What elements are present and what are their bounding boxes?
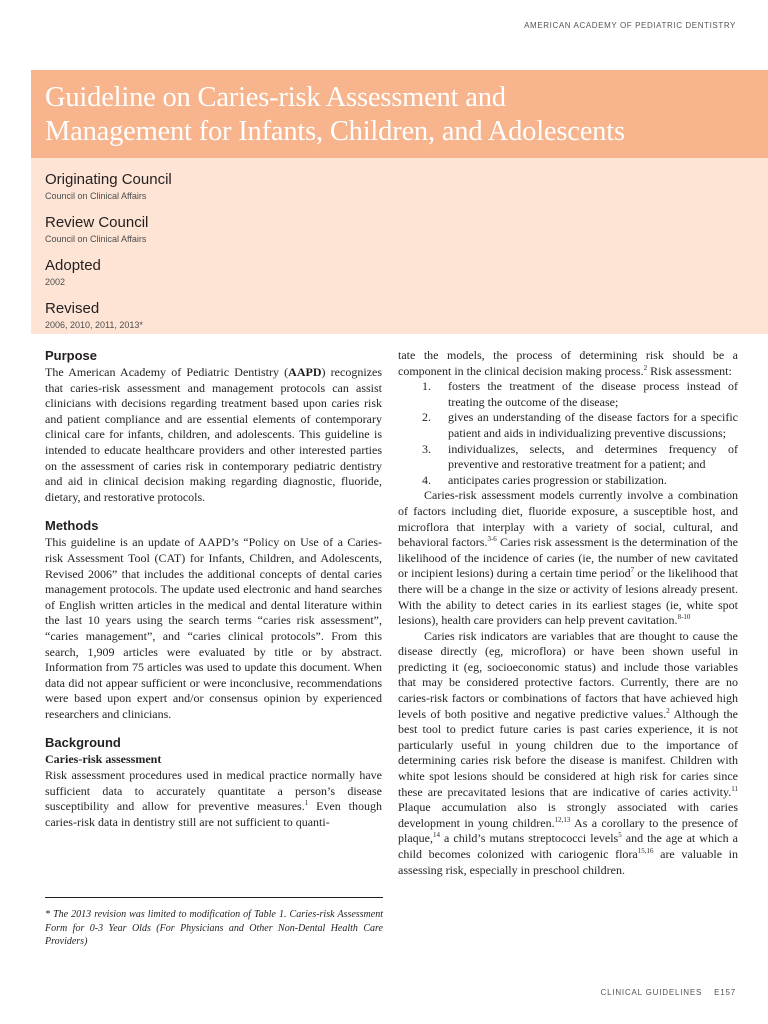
citation: 14 [433,831,440,840]
citation: 8-10 [677,613,691,622]
purpose-text-b: ) recognizes that caries-risk assessment and management protocols can assist clinicians with decisions regarding treatment based upon caries risk and patient compliance and are essential elements of contemporary clinical care for infants, children, and adolescents. This guideline is intended to educate healthcare providers and other interested parties on the assessment of caries risk in contemporary pediatric dentistry and aid in clinical decision making regarding diagnostic, fluoride, dietary, and restorative protocols. [45,365,382,504]
meta-revised [45,299,645,332]
meta-value: Council on Clinical Affairs [45,191,147,201]
risk-intro-text-a: tate the models, the process of determining risk should be a component in the clinical decision making process. [398,348,738,378]
meta-value: 2006, 2010, 2011, 2013* [45,320,143,330]
background-text-a: Risk assessment procedures used in medical practice normally have sufficient data to accurately quantitate a person’s disease susceptibility and allow for preventive measures. [45,768,382,814]
text-run: a child’s mutans streptococci levels [440,831,619,846]
section-heading-background: Background [45,735,121,751]
list-text: individualizes, selects, and determines frequency of preventive and restorative treatment for a patient; and [448,441,738,472]
page-number: E157 [714,988,736,997]
purpose-text-a: The American Academy of Pediatric Dentistry ( [45,365,289,379]
meta-adopted [45,256,645,289]
text-run: are valuable in assessing risk, especially in preschool children. [398,847,738,877]
meta-heading: Revised [45,300,100,317]
background-paragraph [45,768,382,830]
right-column [398,348,738,878]
text-run: Plaque accumulation also is strongly associated with caries development in young children. [398,800,738,830]
risk-models-paragraph [398,488,738,628]
citation: 1 [304,799,309,808]
section-heading-purpose: Purpose [45,348,98,363]
citation: 5 [618,831,622,840]
text-run: Caries-risk assessment models currently involve a combination of factors including diet, fluoride exposure, a susceptible host, and microflora that interplay with a variety of social, cultural, and behavioral factors. [398,488,738,550]
meta-value: 2002 [45,277,66,287]
citation: 7 [630,566,635,575]
text-run: and the age at which a child becomes colonized with cariogenic flora [398,831,739,861]
meta-originating-council [45,170,645,203]
subheading-caries-risk-assessment: Caries-risk assessment [45,752,162,767]
purpose-paragraph [45,365,382,505]
page-footer [589,988,737,997]
citation: 3-6 [487,535,497,544]
meta-heading: Adopted [45,257,101,274]
footnote: * The 2013 revision was limited to modification of Table 1. Caries-risk Assessment Form for 0-3 Year Olds (For Physicians and Other Non-Dental Health Care Providers) [45,909,383,947]
meta-heading: Review Council [45,214,149,231]
list-text: fosters the treatment of the disease process instead of treating the outcome of the disease; [448,379,738,409]
list-number: 1. [422,379,431,394]
list-number: 2. [422,410,431,425]
meta-value: Council on Clinical Affairs [45,234,147,244]
meta-heading: Originating Council [45,171,172,188]
page-title [45,81,765,149]
left-column [45,348,382,830]
background-text-b: Even though caries-risk data in dentistry still are not sufficient to quanti- [45,799,382,829]
list-number: 3. [422,441,431,456]
list-text: anticipates caries progression or stabilization. [448,472,667,487]
citation: 2 [666,706,670,715]
footnote-divider [45,897,383,898]
text-run: Caries risk assessment is the determination of the likelihood of the incidence of caries (ie, the number of new cavitated or incipient lesions) during a certain time period [398,535,738,581]
list-text: gives an understanding of the disease factors for a specific patient and aids in individualizing preventive discussions; [448,410,738,440]
text-run: or the likelihood that there will be a change in the size or activity of lesions already present. With the ability to detect caries in its earliest stages (ie, white spot lesions), health care providers can help prevent cavitation. [398,566,738,628]
list-number: 4. [422,472,431,487]
list-item [398,442,738,473]
methods-paragraph: This guideline is an update of AAPD’s “Policy on Use of a Caries-risk Assessment Tool (CAT) for Infants, Children, and Adolescents, Revised 2006” that includes the additional concepts of dental caries management protocols. The update used electronic and hand searches of English written articles in the medical and dental literature within the last 10 years using the search terms “caries risk assessment”, “caries management”, and “caries clinical protocols”. From this search, 1,909 articles were evaluated by title or by abstract. Information from 75 articles was used to update this document. When data did not appear sufficient or were inconclusive, recommendations were based upon expert and/or consensus opinion by experienced researchers and clinicians. [45,535,382,721]
risk-intro-paragraph [398,348,738,379]
footer-section: CLINICAL GUIDELINES [600,988,703,997]
risk-assessment-list [398,379,738,488]
section-heading-methods: Methods [45,518,99,534]
risk-intro-text-b: Risk assessment: [647,363,732,378]
citation: 11 [731,784,738,793]
text-run: As a corollary to the presence of plaque, [398,815,738,846]
citation: 2 [643,363,648,372]
list-item [398,410,738,441]
citation: 12,13 [554,815,571,824]
document-meta [45,170,645,342]
risk-indicators-paragraph [398,629,738,879]
meta-review-council [45,213,645,246]
text-run: Caries risk indicators are variables that are thought to cause the disease directly (eg, microflora) or have been shown useful in predicting it (eg, socioeconomic status) and include those variables that may be considered protective factors. Currently, there are no caries-risk factors or combinations of factors that have achieved high levels of both positive and negative predictive values. [398,628,738,721]
running-head: AMERICAN ACADEMY OF PEDIATRIC DENTISTRY [524,21,736,30]
text-run: Although the best tool to predict future caries is past caries experience, it is not particularly useful in young children due to the importance of determining caries risk before the disease is manifest. Children with white spot lesions should be considered at high risk for caries since these are precavitated lesions that are indicative of caries activity. [398,706,738,799]
list-item [398,379,738,410]
title-line-2: Management for Infants, Children, and Adolescents [45,116,625,147]
citation: 15,16 [637,847,654,855]
aapd-abbrev: AAPD [288,365,322,379]
list-item [398,473,738,489]
title-line-1: Guideline on Caries-risk Assessment and [45,82,506,113]
